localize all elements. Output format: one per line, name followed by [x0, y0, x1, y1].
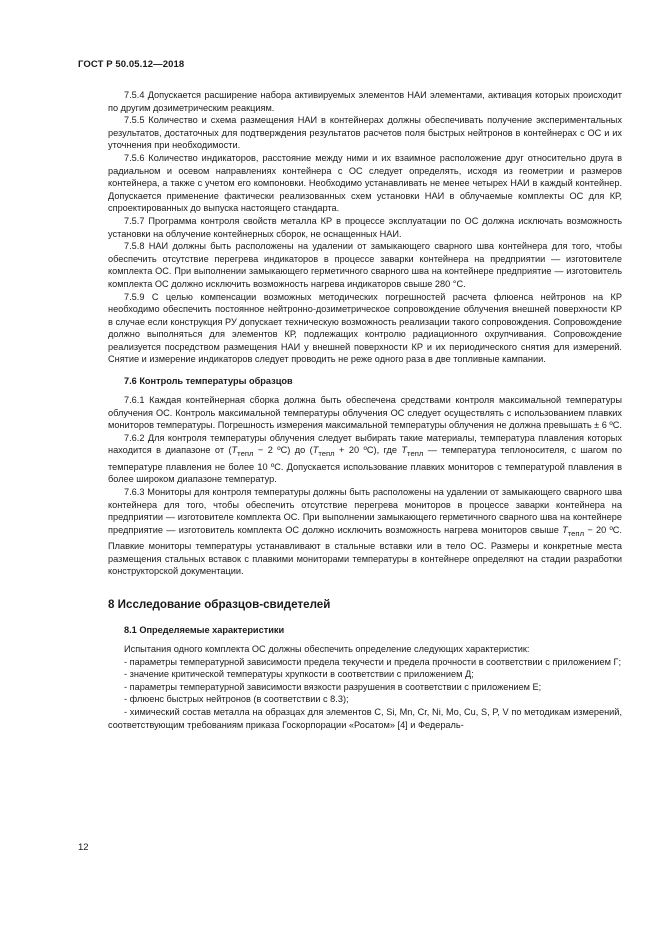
page-number: 12 — [78, 842, 89, 853]
temperature-symbol: T — [562, 524, 568, 535]
temperature-subscript: тепл — [237, 449, 254, 459]
list-item: - химический состав металла на образцах для элементов C, Si, Mn, Cr, Ni, Mo, Cu, S, P, V по методикам измерений, соответствующим требованиям приказа Госкорпорации «Росатом» [4] и Федераль- — [108, 707, 622, 730]
list-item: - параметры температурной зависимости предела текучести и предела прочности в соответствии с приложением Г; — [124, 656, 622, 667]
standard-header: ГОСТ Р 50.05.12—2018 — [78, 59, 185, 70]
list-item: - параметры температурной зависимости вязкости разрушения в соответствии с приложением Е; — [124, 681, 542, 692]
text-run: — температура теплоносителя, с шагом по температуре плавления не более 10 ºС. Допускается использование плавких мониторов с температурой плавления в более широком диапазоне температур. — [108, 445, 622, 485]
paragraph-7-5-8: 7.5.8 НАИ должны быть расположены на удалении от замыкающего сварного шва контейнера для того, чтобы обеспечить отсутствие перегрева индикаторов в процессе заварки контейнера на предприятии — изготовителе комплекта ОС. При выполнении замыкающего герметичного сварного шва на контейнере предприятие — изготовитель комплекта ОС должно исключить возможность нагрева индикаторов свыше 280 °С. — [108, 241, 622, 289]
document-body — [108, 89, 622, 731]
paragraph-7-5-4: 7.5.4 Допускается расширение набора активируемых элементов НАИ элементами, активация которых происходит по другим дозиметрическим реакциям. — [108, 90, 622, 113]
text-run: − 2 ºС) до ( — [253, 445, 313, 456]
text-run: − 20 ºС. Плавкие мониторы температуры устанавливают в стальные вставки или в тело ОС. Размеры и конкретные места размещения стальных вставок с плавкими мониторами температуры в контейнере определяют на стадии разработки конструкторской документации. — [108, 524, 622, 577]
section-8-heading: 8 Исследование образцов-свидетелей — [108, 598, 331, 612]
list-item: - флюенс быстрых нейтронов (в соответствии с 8.3); — [124, 694, 349, 705]
paragraph-7-5-9: 7.5.9 С целью компенсации возможных методических погрешностей расчета флюенса нейтронов на КР необходимо обеспечить постоянное нейтронно-дозиметрическое сопровождение облучения внешней поверхности КР в случае если конструкция РУ допускает техническую возможность реализации такого сопровождения. Сопровождение должно выполняться для элементов КР, подлежащих контролю радиационного охрупчивания. Сопровождение реализуется посредством размещения НАИ у внешней поверхности КР и их периодического снятия для измерений. Снятие и измерение индикаторов следует проводить не реже одного раза в две топливные кампании. — [108, 291, 622, 365]
paragraph-7-5-5: 7.5.5 Количество и схема размещения НАИ в контейнерах должны обеспечивать получение экспериментальных результатов, достаточных для подтверждения результатов расчетов поля быстрых нейтронов в контейнерах с ОС и их уточнения при необходимости. — [108, 115, 622, 151]
paragraph-7-6-3 — [108, 486, 622, 578]
section-8-1-heading: 8.1 Определяемые характеристики — [124, 625, 285, 636]
text-run: 7.6.3 Мониторы для контроля температуры должны быть расположены на удалении от замыкающего сварного шва контейнера для того, чтобы обеспечить отсутствие перегрева мониторов в процессе заварки контейнера на предприятии — изготовителе комплекта ОС. При выполнении замыкающего герметичного сварного шва на контейнере предприятие — изготовитель комплекта ОС должно исключить возможность нагрева мониторов свыше — [108, 487, 622, 535]
temperature-symbol: T — [231, 445, 238, 456]
section-8-1-intro: Испытания одного комплекта ОС должны обеспечить определение следующих характеристик: — [124, 644, 530, 655]
list-item: - значение критической температуры хрупкости в соответствии с приложением Д; — [124, 669, 474, 680]
text-run: 7.6.2 Для контроля температуры облучения следует выбирать такие материалы, температура плавления которых находится в диапазоне от ( — [108, 432, 622, 456]
temperature-symbol: T — [401, 445, 408, 456]
paragraph-7-5-6: 7.5.6 Количество индикаторов, расстояние между ними и их взаимное расположение друг относительно друга в радиальном и осевом направлениях контейнера с ОС следует определять, исходя из геометрии и размеров контейнера, а также с учетом его компоновки. Необходимо устанавливать не менее четырех НАИ в каждый контейнер. Допускается применение фактически реализованных схем установки НАИ в облучаемые комплекты ОС для КР, спроектированных до выпуска настоящего стандарта. — [108, 152, 622, 214]
temperature-subscript: тепл — [567, 528, 585, 538]
temperature-symbol: T — [312, 445, 319, 456]
paragraph-7-6-2 — [108, 432, 622, 486]
text-run: + 20 ºС), где — [334, 445, 402, 456]
paragraph-7-6-1: 7.6.1 Каждая контейнерная сборка должна быть обеспечена средствами контроля максимальной температуры облучения ОС. Контроль максимальной температуры облучения ОС следует осуществлять с использованием плавких мониторов температуры. Погрешность измерения максимальной температуры облучения не должна превышать ± 6 ºС. — [108, 395, 622, 431]
paragraph-7-5-7: 7.5.7 Программа контроля свойств металла КР в процессе эксплуатации по ОС должна исключать возможность установки на облучение контейнерных сборок, не оснащенных НАИ. — [108, 215, 622, 239]
temperature-subscript: тепл — [318, 449, 335, 459]
temperature-subscript: тепл — [407, 449, 424, 459]
section-7-6-heading: 7.6 Контроль температуры образцов — [124, 376, 293, 387]
